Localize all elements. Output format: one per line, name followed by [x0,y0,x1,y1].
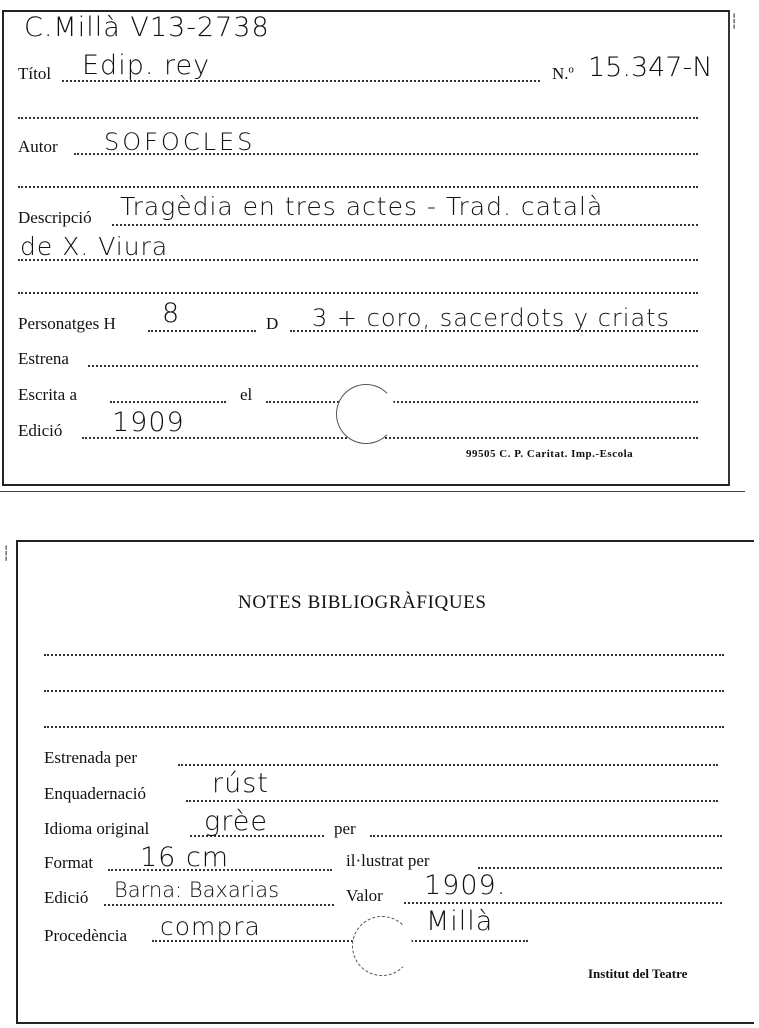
num-value: 15.347-N [588,52,713,83]
illustrat-label: il·lustrat per [346,851,430,870]
edicio2-value: Barna: Baxarias [114,878,280,902]
valor-label: Valor [346,886,383,905]
descripcio-line1: Tragèdia en tres actes - Trad. català [120,192,604,221]
estrenada-line [178,764,718,766]
punch-hole [336,384,396,444]
blank-line [18,117,698,119]
scan-edge-mark: ┆ [2,547,11,562]
escrita-line [110,401,226,403]
estrena-label: Estrena [18,349,69,368]
escrita-label: Escrita a [18,385,77,404]
card-divider [0,491,745,492]
procedencia-value: compra [160,912,261,941]
punch-hole [352,916,412,976]
enquadernacio-line [186,800,718,802]
edicio2-line [104,904,334,906]
blank-line [18,292,698,294]
notes-line [44,654,724,656]
num-label: N.º [552,64,574,83]
descripcio-label: Descripció [18,208,92,227]
idioma-value: grèe [204,806,268,837]
estrenada-label: Estrenada per [44,748,137,767]
enquadernacio-label: Enquadernació [44,784,146,803]
format-label: Format [44,853,94,872]
idioma-label: Idioma original [44,819,150,838]
descripcio-line2: de X. Viura [20,232,169,261]
edicio-value: 1909 [112,407,185,438]
enquadernacio-value: rúst [212,768,269,799]
header-note: C.Millà V13-2738 [24,12,270,43]
estrena-line [88,365,698,367]
el-line [266,401,698,403]
valor-line [404,902,722,904]
notes-line [44,690,724,692]
autor-label: Autor [18,137,58,156]
blank-line [18,186,698,188]
edicio2-label: Edició [44,888,89,907]
format-value: 16 cm [140,842,230,873]
scan-edge-mark: ┆ [730,15,739,30]
edicio-label: Edició [18,421,63,440]
personatges-d-label: D [266,314,279,333]
personatges-h-line [148,330,256,332]
valor-value: 1909. [424,870,507,901]
titol-label: Títol [18,64,52,83]
personatges-h-value: 8 [162,298,181,329]
autor-value: SOFOCLES [104,128,256,156]
procedencia-label: Procedència [44,926,128,945]
personatges-d-value: 3 + coro, sacerdots y criats [312,304,671,332]
per-line [370,835,722,837]
per-label: per [334,819,356,838]
descripcio-line [112,224,698,226]
notes-heading: NOTES BIBLIOGRÀFIQUES [238,592,487,613]
el-label: el [240,385,253,404]
procedencia-extra: Millà [426,906,494,937]
personatges-label: Personatges H [18,314,116,333]
illustrat-line [478,867,722,869]
printer-mark: 99505 C. P. Caritat. Imp.-Escola [466,448,634,460]
titol-value: Edip. rey [82,50,211,81]
notes-line [44,726,724,728]
institut-stamp: Institut del Teatre [588,966,688,981]
